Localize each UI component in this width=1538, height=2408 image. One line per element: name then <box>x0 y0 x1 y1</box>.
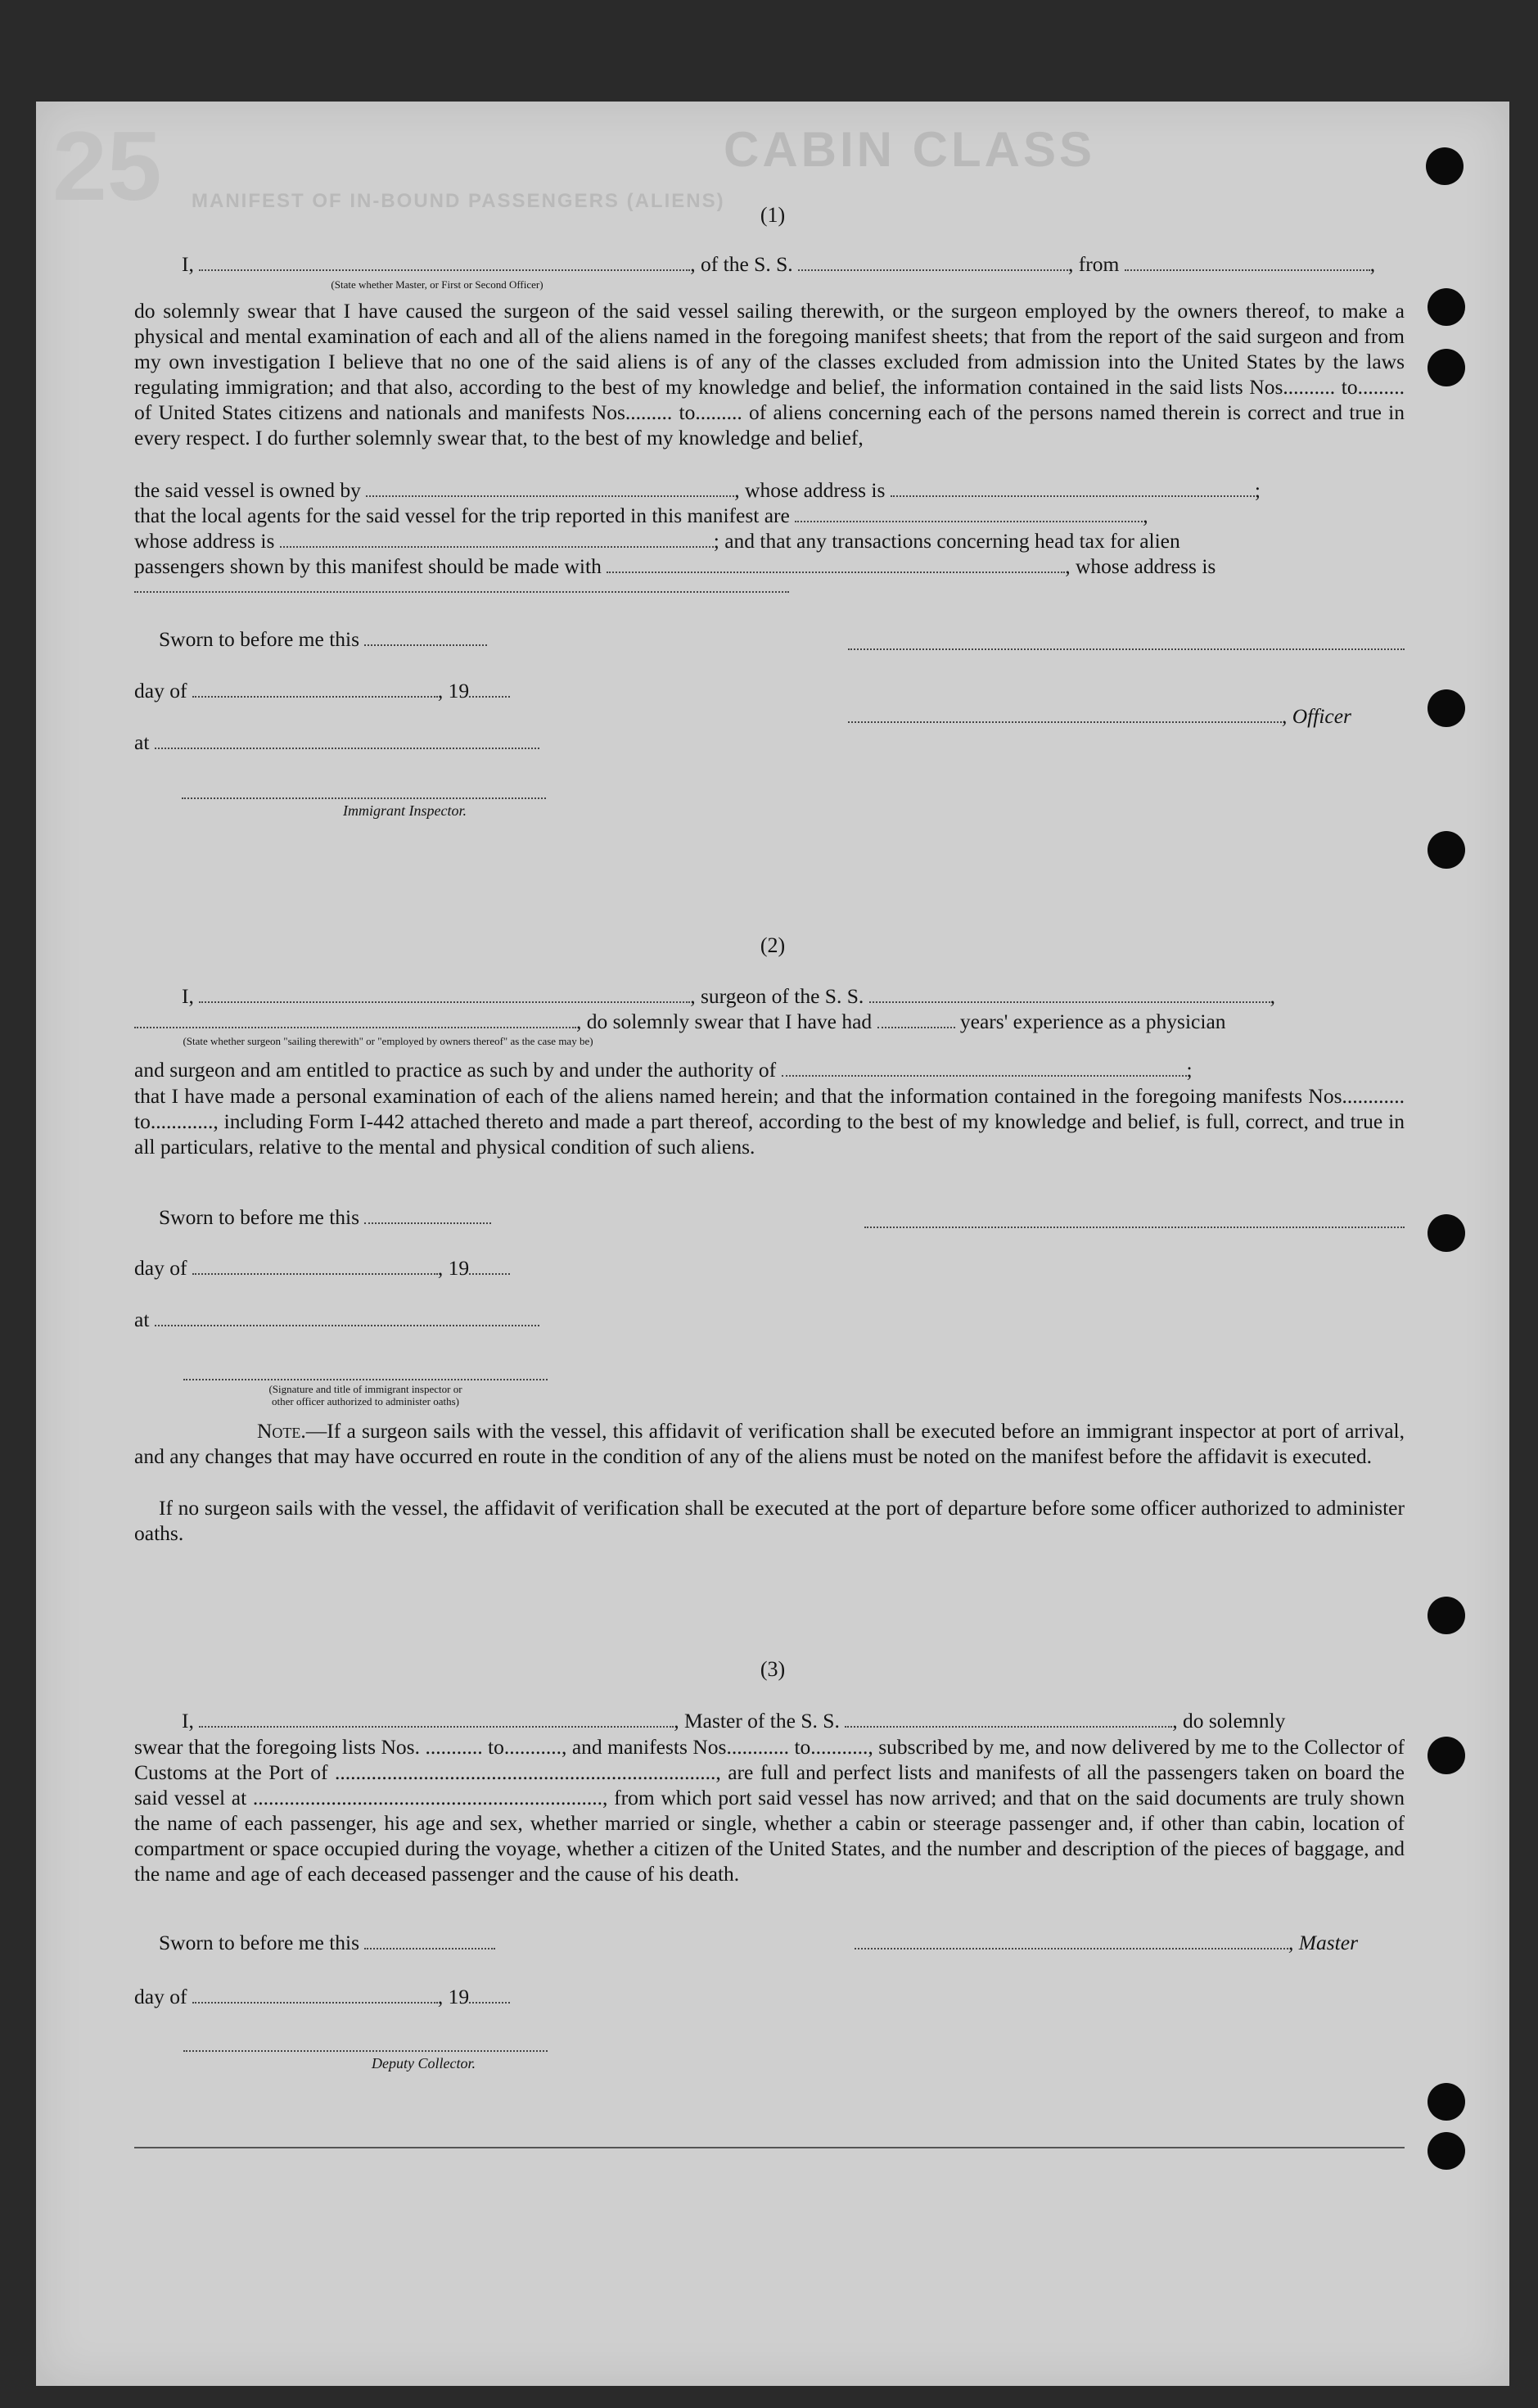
punch-hole <box>1427 349 1465 386</box>
at-line-2: at <box>134 1308 539 1332</box>
whose-address-label: , whose address is <box>734 478 886 502</box>
section-1-line-1: I, , of the S. S. , from , <box>182 252 1376 276</box>
signature-note-1: (Signature and title of immigrant inspector or <box>268 1383 462 1395</box>
punch-hole <box>1427 831 1465 869</box>
officer-signature-top-line <box>848 648 1405 650</box>
bottom-rule <box>134 2147 1405 2148</box>
agents-label: that the local agents for the said vessel for the trip reported in this manifest are <box>134 504 790 527</box>
signature-note-2: other officer authorized to administer oaths) <box>272 1395 459 1407</box>
officer-label: , Officer <box>1282 704 1351 728</box>
month-field[interactable] <box>192 1986 438 2004</box>
manifest-sheet <box>36 102 1509 2386</box>
owned-by-label: the said vessel is owned by <box>134 478 361 502</box>
at-line-1: at <box>134 730 539 755</box>
officer-note: (State whether Master, or First or Second Officer) <box>331 278 543 291</box>
day-of-line-1: day of , 19 <box>134 679 510 703</box>
section-2-line-2: , do solemnly swear that I have had years' experience as a physician <box>134 1010 1226 1034</box>
head-tax-party-field[interactable] <box>607 555 1065 573</box>
sworn-day-field[interactable] <box>364 1931 495 1949</box>
surgeon-signature-field[interactable] <box>864 1227 1405 1228</box>
year-field[interactable] <box>469 1986 510 2004</box>
punch-hole <box>1427 1597 1465 1634</box>
note-label: Note. <box>257 1419 306 1443</box>
agents-line: that the local agents for the said vessel for the trip reported in this manifest are , <box>134 504 1148 527</box>
whose-address-label: , whose address is <box>1065 554 1216 578</box>
master-signature-field[interactable] <box>855 1931 1288 1949</box>
master-label: , Master <box>1288 1931 1358 1954</box>
master-name-field[interactable] <box>199 1710 674 1728</box>
month-field[interactable] <box>192 680 438 698</box>
passengers-line <box>134 554 1216 579</box>
day-of-line-3: day of , 19 <box>134 1985 510 2009</box>
punch-hole <box>1427 2083 1465 2121</box>
year-field[interactable] <box>469 680 510 698</box>
agents-address-field[interactable] <box>280 530 714 548</box>
section-2-line-1: I, , surgeon of the S. S. , <box>182 984 1276 1008</box>
note-paragraph-2: If no surgeon sails with the vessel, the affidavit of verification shall be executed at the port of departure before some officer authorized to administer oaths. <box>134 1496 1405 1545</box>
at-place-field[interactable] <box>155 731 539 749</box>
authority-field[interactable] <box>782 1059 1187 1077</box>
owner-line: the said vessel is owned by , whose address is ; <box>134 478 1261 502</box>
day-of-line-2: day of , 19 <box>134 1256 510 1281</box>
collector-label: Deputy Collector. <box>372 2055 476 2071</box>
note-paragraph: Note.—If a surgeon sails with the vessel, this affidavit of verification shall be executed before an immigrant inspector at port of arrival, and any changes that may have occurred en route in the condition of any of the aliens must be noted on the manifest before the affidavit is executed. <box>134 1419 1405 1468</box>
officer-signature-field[interactable] <box>848 705 1282 723</box>
head-tax-address-field[interactable] <box>134 591 789 593</box>
section-3-number: (3) <box>760 1657 786 1681</box>
sworn-line-1: Sworn to before me this <box>159 627 487 652</box>
years-field[interactable] <box>877 1010 955 1028</box>
year-field[interactable] <box>469 1257 510 1275</box>
inspector-label: Immigrant Inspector. <box>343 802 467 819</box>
sworn-line-3: Sworn to before me this <box>159 1931 495 1955</box>
inspector-signature-field[interactable] <box>182 797 546 799</box>
surgeon-note: (State whether surgeon "sailing therewith" or "employed by owners thereof" as the case may be) <box>183 1035 593 1047</box>
master-signature-line <box>855 1931 1358 1955</box>
cabin-class-stamp-ghost: CABIN CLASS <box>724 122 1096 177</box>
section-2-number: (2) <box>760 933 786 957</box>
i-label: I, <box>182 252 194 276</box>
vessel-name-field[interactable] <box>869 985 1270 1003</box>
officer-name-field[interactable] <box>199 253 690 271</box>
section-1-body: do solemnly swear that I have caused the surgeon of the said vessel sailing therewith, or the surgeon employed by the owners thereof, to make a physical and mental examination of each and all of the aliens named in the foregoing manifest sheets; that from the report of the said surgeon and from my own investigation I believe that no one of the said aliens is of any of the classes excluded from admission into the United States by the laws regulating immigration; and that also, according to the best of my knowledge and belief, the information contained in the said lists Nos.......... to......... of United States citizens and nationals and manifests Nos......... to......... of aliens concerning each of the persons named therein is correct and true in every respect. I do further solemnly swear that, to the best of my knowledge and belief, <box>134 299 1405 450</box>
punch-hole <box>1427 2132 1465 2170</box>
administering-officer-signature-field[interactable] <box>183 1379 548 1380</box>
vessel-name-field[interactable] <box>845 1710 1172 1728</box>
surgeon-name-field[interactable] <box>199 985 690 1003</box>
owner-field[interactable] <box>366 479 734 497</box>
manifest-title-ghost: MANIFEST OF IN-BOUND PASSENGERS (ALIENS) <box>192 190 725 212</box>
punch-hole <box>1427 1214 1465 1252</box>
vessel-name-field[interactable] <box>798 253 1068 271</box>
collector-signature-field[interactable] <box>183 2050 548 2052</box>
section-3-body: swear that the foregoing lists Nos. ........... to..........., and manifests Nos............ to..........., subscribed by me, and now delivered by me to the Collector of Customs at the Port of ........................................................................., are full and perfect lists and manifests of all the passengers taken on board the said vessel at ..................................................................., from which port said vessel has now arrived; and that on the said documents are truly shown the name of each passenger, his age and sex, whether married or single, whether a cabin or steerage passenger and, if other than cabin, location of compartment or space occupied during the voyage, whether a citizen of the United States, and the number and description of the pieces of baggage, and the name and age of each deceased passenger and the cause of his death. <box>134 1735 1405 1886</box>
surgeon-status-field[interactable] <box>134 1010 576 1028</box>
whose-address-label: whose address is <box>134 529 275 553</box>
page-number-ghost: 25 <box>52 111 162 221</box>
month-field[interactable] <box>192 1257 438 1275</box>
section-2-body: that I have made a personal examination of each of the aliens named herein; and that the information contained in the foregoing manifests Nos............ to............, including Form I-442 attached thereto and made a part thereof, according to the best of my knowledge and belief, is full, correct, and true in all particulars, relative to the mental and physical condition of such aliens. <box>134 1084 1405 1159</box>
punch-hole <box>1427 288 1465 326</box>
agents-field[interactable] <box>795 504 1143 522</box>
authority-line: and surgeon and am entitled to practice as such by and under the authority of ; <box>134 1058 1193 1082</box>
at-place-field[interactable] <box>155 1308 539 1326</box>
punch-hole <box>1427 689 1465 727</box>
sworn-day-field[interactable] <box>364 628 487 646</box>
from-label: , from <box>1068 252 1120 276</box>
punch-hole <box>1427 1737 1465 1774</box>
passengers-label: passengers shown by this manifest should be made with <box>134 554 602 578</box>
agents-address-line <box>134 529 1180 553</box>
section-1-number: (1) <box>760 203 786 227</box>
section-3-line-1: I, , Master of the S. S. , do solemnly <box>182 1709 1286 1733</box>
sworn-day-field[interactable] <box>364 1206 491 1224</box>
punch-hole <box>1426 147 1464 185</box>
officer-signature-line <box>848 704 1351 729</box>
of-ss-label: , of the S. S. <box>690 252 793 276</box>
from-port-field[interactable] <box>1125 253 1370 271</box>
sworn-line-2: Sworn to before me this <box>159 1205 491 1230</box>
head-tax-label: ; and that any transactions concerning head tax for alien <box>713 529 1180 553</box>
owner-address-field[interactable] <box>891 479 1255 497</box>
